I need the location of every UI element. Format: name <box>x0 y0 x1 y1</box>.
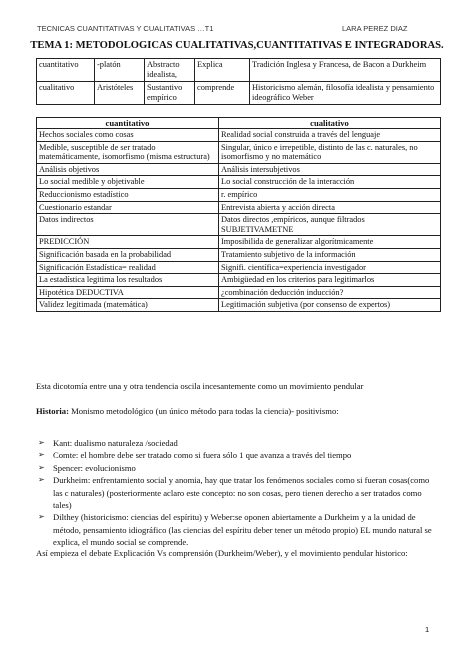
author-bullet-list <box>36 437 441 549</box>
bullet-item <box>36 437 441 449</box>
comparison-table-body <box>37 129 441 312</box>
comparison-row <box>37 248 441 261</box>
page-number: 1 <box>425 625 430 634</box>
arrow-bullet-icon: ➢ <box>38 512 45 522</box>
quantitative-cell: Reduccionismo estadístico <box>37 188 219 201</box>
qualitative-cell: Tratamiento subjetivo de la información <box>219 248 441 261</box>
qualitative-cell: Realidad social construida a través del lenguaje <box>219 129 441 142</box>
quantitative-cell: Análisis objetivos <box>37 163 219 176</box>
header-course-title: TECNICAS CUANTITATIVAS Y CUALITATIVAS …T1 <box>37 24 214 33</box>
bullet-text: Spencer: evolucionismo <box>53 462 136 473</box>
qualitative-cell: Análisis intersubjetivos <box>219 163 441 176</box>
qualitative-cell: ¿combinación deducción inducción? <box>219 286 441 299</box>
paragraph-debate: Así empieza el debate Explicación Vs comprensión (Durkheim/Weber), y el movimiento pendular historico: <box>36 548 408 558</box>
comparison-row <box>37 188 441 201</box>
bullet-text: Durkheim: enfrentamiento social y anomia, hay que tratar los fenómenos sociales como si fueran cosas(como las c naturales) (posteriormente aclaro este concepto: no son cosas, pero tienen derecho a ser tratados como tales) <box>53 475 430 511</box>
qualitative-cell: Imposibilida de generalizar algorítmicamente <box>219 236 441 249</box>
arrow-bullet-icon: ➢ <box>38 462 45 472</box>
quantitative-cell: Datos indirectos <box>37 214 219 236</box>
paradigm-cell: -platón <box>95 59 145 82</box>
arrow-bullet-icon: ➢ <box>38 475 45 485</box>
paradigm-row <box>37 82 441 105</box>
qualitative-cell: Ambigüedad en los criterios para legitimarlos <box>219 274 441 287</box>
paradigm-cell: Abstracto idealista, <box>145 59 195 82</box>
paradigm-cell: Sustantivo empírico <box>145 82 195 105</box>
arrow-bullet-icon: ➢ <box>38 438 45 447</box>
qualitative-cell: Legitimación subjetiva (por consenso de expertos) <box>219 299 441 312</box>
quantitative-cell: Medible, susceptible de ser tratado matemáticamente, isomorfismo (misma estructura) <box>37 141 219 163</box>
qualitative-cell: Signifi. científica=experiencia investigador <box>219 261 441 274</box>
document-title: TEMA 1: METODOLOGICAS CUALITATIVAS,CUANTITATIVAS E INTEGRADORAS. <box>30 40 444 51</box>
bullet-item <box>36 474 441 511</box>
paragraph-history <box>36 405 438 417</box>
bullet-text: Dilthey (historicismo: ciencias del espíritu) y Weber:se oponen abiertamente a Durkheim y a la unidad de método, pensamiento idiográfico (las ciencias del espíritu deber tener un método propio) EL mundo natural se explica, el mundo social se comprende. <box>53 512 432 548</box>
comparison-row <box>37 299 441 312</box>
bullet-text: Kant: dualismo naturaleza /sociedad <box>53 438 178 448</box>
qualitative-cell: Entrevista abierta y acción directa <box>219 201 441 214</box>
comparison-row <box>37 141 441 163</box>
comparison-row <box>37 214 441 236</box>
history-label: Historia: <box>36 406 69 416</box>
arrow-bullet-icon: ➢ <box>38 450 45 460</box>
bullet-item <box>36 462 441 474</box>
quantitative-cell: Validez legitimada (matemática) <box>37 299 219 312</box>
paradigm-table <box>36 58 441 105</box>
header-author: LARA PEREZ DIAZ <box>342 24 408 33</box>
paradigm-cell: cuantitativo <box>37 59 95 82</box>
paradigm-cell: Historicismo alemán, filosofía idealista y pensamiento ideográfico Weber <box>250 82 441 105</box>
quantitative-cell: Hechos sociales como cosas <box>37 129 219 142</box>
quantitative-cell: Cuestionario estandar <box>37 201 219 214</box>
quantitative-cell: Significación Estadística= realidad <box>37 261 219 274</box>
paradigm-cell: Explica <box>195 59 250 82</box>
history-text: Monismo metodológico (un único método para todas la ciencia)- positivismo: <box>68 406 339 416</box>
comparison-row <box>37 274 441 287</box>
quantitative-cell: Hipotética DEDUCTIVA <box>37 286 219 299</box>
quantitative-cell: Significación basada en la probabilidad <box>37 248 219 261</box>
quantitative-cell: PREDICCIÓN <box>37 236 219 249</box>
paradigm-row <box>37 59 441 82</box>
qualitative-cell: Datos directos ,empíricos, aunque filtrados SUBJETIVAMETNE <box>219 214 441 236</box>
paradigm-cell: comprende <box>195 82 250 105</box>
paradigm-cell: cualitativo <box>37 82 95 105</box>
qualitative-cell: r. empírico <box>219 188 441 201</box>
column-header-qualitative: cualitativo <box>219 118 441 129</box>
comparison-row <box>37 129 441 142</box>
bullet-item <box>36 449 441 461</box>
comparison-row <box>37 286 441 299</box>
column-header-quantitative: cuantitativo <box>37 118 219 129</box>
bullet-text: Comte: el hombre debe ser tratado como si fuera sólo 1 que avanza a través del tiempo <box>53 450 352 461</box>
qualitative-cell: Lo social construcción de la interacción <box>219 176 441 189</box>
quantitative-cell: La estadística legitima los resultados <box>37 274 219 287</box>
paragraph-pendulum: Esta dicotomía entre una y otra tendencia oscila incesantemente como un movimiento pendular <box>36 381 364 391</box>
comparison-row <box>37 236 441 249</box>
comparison-row <box>37 163 441 176</box>
paradigm-cell: Tradición Inglesa y Francesa, de Bacon a Durkheim <box>250 59 441 82</box>
qualitative-cell: Singular, único e irrepetible, distinto de las c. naturales, no isomorfismo y no matemático <box>219 141 441 163</box>
paradigm-table-body <box>37 59 441 105</box>
comparison-row <box>37 176 441 189</box>
bullet-item <box>36 511 441 548</box>
comparison-row <box>37 261 441 274</box>
comparison-table <box>36 117 441 312</box>
quantitative-cell: Lo social medible y objetivable <box>37 176 219 189</box>
paradigm-cell: Aristóteles <box>95 82 145 105</box>
comparison-row <box>37 201 441 214</box>
comparison-header-row <box>37 118 441 129</box>
